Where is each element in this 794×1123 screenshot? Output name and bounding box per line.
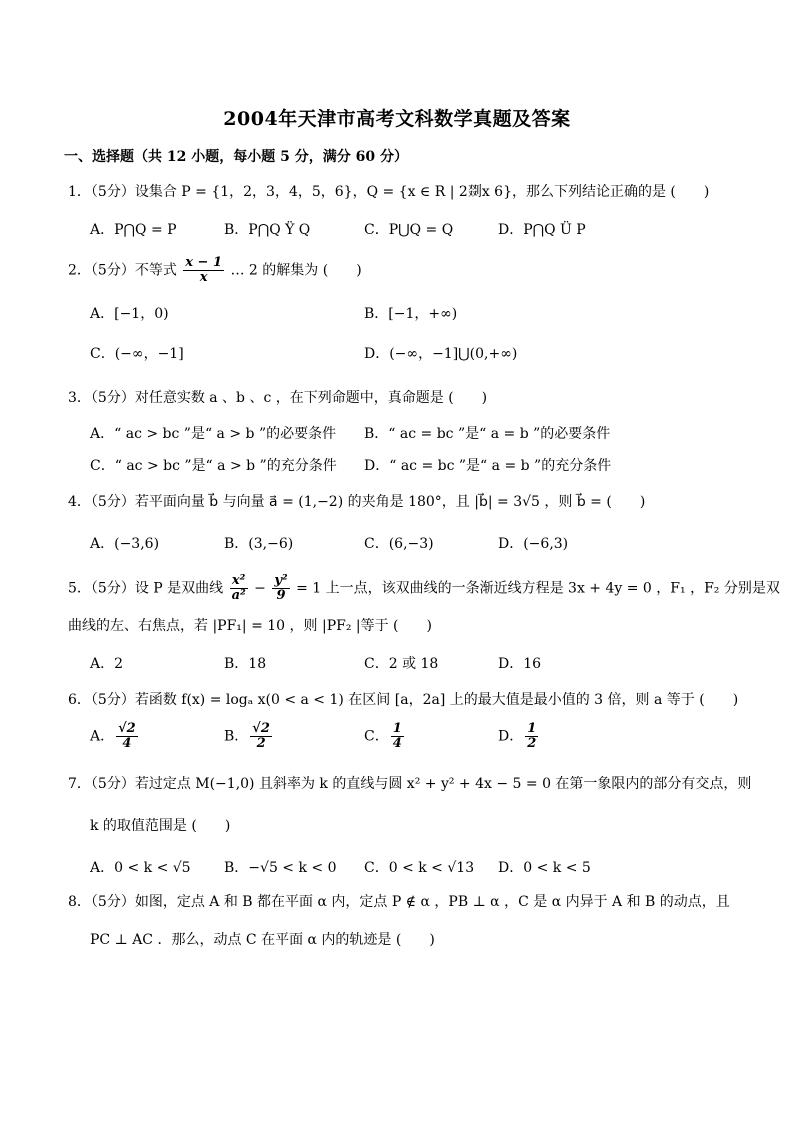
q6-c-den: 4 bbox=[392, 736, 402, 751]
q4-option-c: C．(6,−3) bbox=[364, 536, 434, 552]
q1-option-d: D．P⋂Q Ü P bbox=[498, 222, 586, 238]
q6-d-num: 1 bbox=[527, 721, 537, 736]
q7-option-b: B．−√5 < k < 0 bbox=[224, 860, 337, 876]
q5-text-pre: 5．（5分）设 P 是双曲线 bbox=[68, 580, 224, 597]
question-3: 3．（5分）对任意实数 a 、b 、c ，在下列命题中，真命题是 ( ) bbox=[68, 390, 488, 406]
q6-a-den: 4 bbox=[122, 736, 132, 751]
q6-c-num: 1 bbox=[392, 721, 402, 736]
q4-option-d: D．(−6,3) bbox=[498, 536, 569, 552]
q1-option-c: C．P⋃Q = Q bbox=[364, 222, 454, 238]
q2-text-pre: 2．（5分）不等式 bbox=[68, 262, 177, 279]
q5-option-d: D．16 bbox=[498, 656, 542, 672]
q6-option-d-frac bbox=[525, 722, 538, 751]
q5-option-a: A．2 bbox=[90, 656, 124, 672]
q2-frac-num: x − 1 bbox=[185, 255, 223, 270]
q5-frac2-den: 9 bbox=[276, 588, 286, 603]
q5-fraction-2 bbox=[272, 574, 289, 603]
q7-option-d: D．0 < k < 5 bbox=[498, 860, 591, 876]
q6-option-c-label: C． bbox=[364, 728, 389, 745]
q5-frac1-num: x² bbox=[230, 574, 248, 589]
question-4: 4．（5分）若平面向量 b⃗ 与向量 a⃗ = (1,−2) 的夹角是 180°，且 |b⃗| = 3√5 ，则 b⃗ = ( ) bbox=[68, 494, 646, 510]
q3-option-d: D．“ ac = bc ”是“ a = b ”的充分条件 bbox=[364, 458, 612, 474]
q2-option-b: B．[−1，+∞) bbox=[364, 306, 458, 322]
q6-option-a bbox=[90, 722, 140, 751]
question-8-line-2: PC ⊥ AC ．那么，动点 C 在平面 α 内的轨迹是 ( ) bbox=[90, 932, 435, 948]
question-6: 6．（5分）若函数 f(x) = logₐ x(0 < a < 1) 在区间 [a，2a] 上的最大值是最小值的 3 倍，则 a 等于 ( ) bbox=[68, 692, 739, 708]
q4-option-a: A．(−3,6) bbox=[90, 536, 160, 552]
question-1: 1．（5分）设集合 P = {1，2，3，4，5，6}，Q = {x ∈ R | 2剟x 6}，那么下列结论正确的是 ( ) bbox=[68, 184, 710, 200]
q5-frac1-den: a² bbox=[231, 588, 246, 603]
q2-fraction bbox=[183, 256, 224, 285]
q5-frac-minus: − bbox=[254, 580, 266, 597]
q2-text-post: … 2 的解集为 ( ) bbox=[230, 262, 362, 279]
q6-option-a-label: A． bbox=[90, 728, 115, 745]
q1-option-b: B．P⋂Q Ÿ Q bbox=[224, 222, 311, 238]
q6-d-den: 2 bbox=[527, 736, 537, 751]
q3-option-a: A．“ ac > bc ”是“ a > b ”的必要条件 bbox=[90, 426, 337, 442]
q6-option-b-label: B． bbox=[224, 728, 249, 745]
q2-option-c: C．(−∞，−1] bbox=[90, 346, 184, 362]
q5-text-post: = 1 上一点，该双曲线的一条渐近线方程是 3x + 4y = 0 ，F₁ ，F₂ 分别是双 bbox=[296, 580, 780, 597]
q7-option-a: A．0 < k < √5 bbox=[90, 860, 191, 876]
q6-option-c bbox=[364, 722, 406, 751]
question-8: 8．（5分）如图，定点 A 和 B 都在平面 α 内，定点 P ∉ α ，PB ⊥ α ，C 是 α 内异于 A 和 B 的动点，且 bbox=[68, 894, 730, 910]
page-title: 2004年天津市高考文科数学真题及答案 bbox=[223, 108, 571, 130]
section-header: 一、选择题（共 12 小题，每小题 5 分，满分 60 分） bbox=[64, 149, 408, 165]
q6-b-num: √2 bbox=[252, 721, 270, 736]
q1-option-a: A．P⋂Q = P bbox=[90, 222, 177, 238]
question-5-line-2: 曲线的左、右焦点，若 |PF₁| = 10 ，则 |PF₂ |等于 ( ) bbox=[68, 618, 432, 634]
question-5 bbox=[68, 574, 780, 603]
q6-option-d bbox=[498, 722, 540, 751]
q6-option-c-frac bbox=[391, 722, 404, 751]
q6-option-b-frac bbox=[250, 722, 272, 751]
q5-option-b: B．18 bbox=[224, 656, 267, 672]
q6-option-a-frac bbox=[116, 722, 138, 751]
q6-option-d-label: D． bbox=[498, 728, 524, 745]
q7-option-c: C．0 < k < √13 bbox=[364, 860, 475, 876]
question-2 bbox=[68, 256, 362, 285]
q6-b-den: 2 bbox=[256, 736, 266, 751]
q4-option-b: B．(3,−6) bbox=[224, 536, 294, 552]
q5-option-c: C．2 或 18 bbox=[364, 656, 439, 672]
q6-option-b bbox=[224, 722, 274, 751]
q2-option-d: D．(−∞，−1]⋃(0,+∞) bbox=[364, 346, 518, 362]
q2-option-a: A．[−1，0) bbox=[90, 306, 169, 322]
q5-fraction-1 bbox=[230, 574, 248, 603]
q3-option-c: C．“ ac > bc ”是“ a > b ”的充分条件 bbox=[90, 458, 337, 474]
q3-option-b: B．“ ac = bc ”是“ a = b ”的必要条件 bbox=[364, 426, 611, 442]
question-7: 7．（5分）若过定点 M(−1,0) 且斜率为 k 的直线与圆 x² + y² + 4x − 5 = 0 在第一象限内的部分有交点，则 bbox=[68, 776, 752, 792]
q5-frac2-num: y² bbox=[274, 573, 288, 588]
q2-frac-den: x bbox=[199, 270, 208, 285]
q6-a-num: √2 bbox=[118, 721, 136, 736]
question-7-line-2: k 的取值范围是 ( ) bbox=[90, 818, 231, 834]
